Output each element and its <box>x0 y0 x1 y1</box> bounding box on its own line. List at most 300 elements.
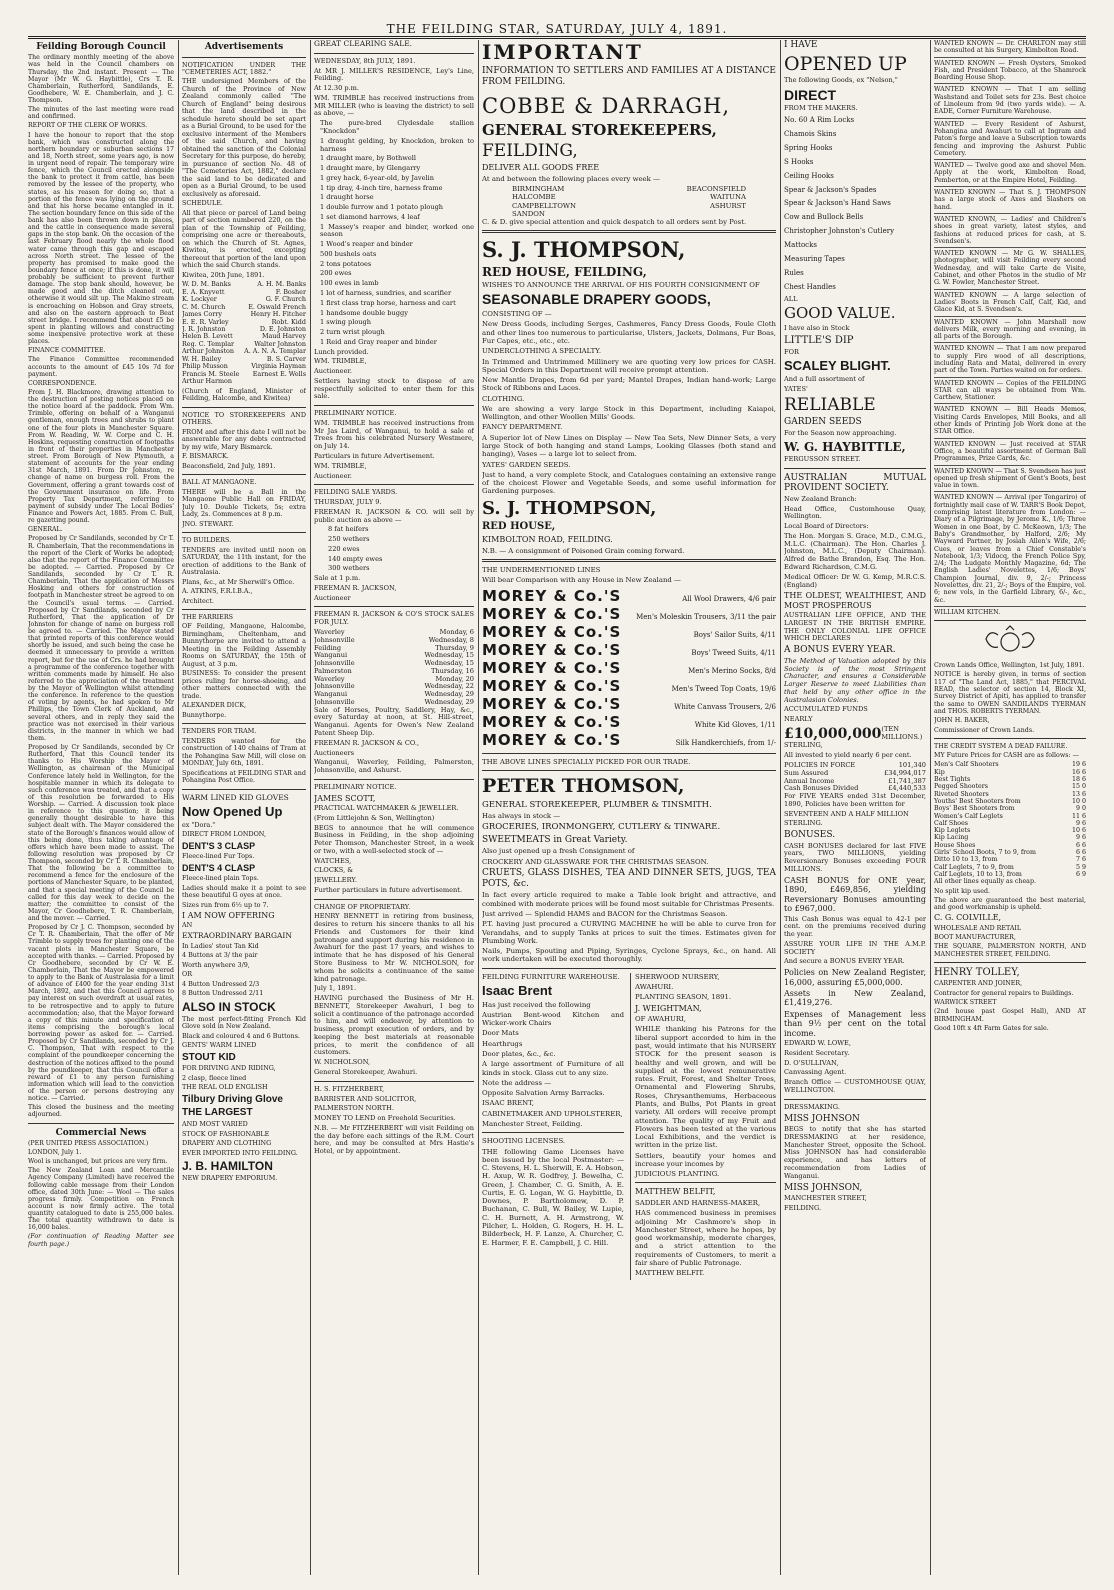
morey-brand: MOREY & Co.'S <box>482 712 622 731</box>
stock-of: STOCK OF FASHIONABLE <box>182 1129 270 1138</box>
morey-line: Boys' Tweed Suits, 4/11 <box>691 648 776 657</box>
council-paragraph: From J. H. Blackmore, drawing attention to the destruction of posting notices placed on the notice board at the paddock. From Wm. Trimble, offering on behalf of a Wanganui gentleman, enough trees and shrubs to plant one of the four plots in Manchester Square. From W. Reading, W. W. Corpe and C. H. Hoskins, requesting construction of footpaths in front of their properties in Manchester street. From Borough of New Plymouth, a statement of accounts for the year ending 31st March, 1891. From Dr Johnston, re change of name on burgess roll. From the Government, offering a grant towards cost of the Government insurance on life. From Property Tax Department, referring to payment of subsidy under The Local Bodies' Finance and Powers Act, 1885. From C. Bull, re gazetting pound. <box>28 388 174 525</box>
section-heading: CORRESPONDENCE. <box>28 379 97 387</box>
section-heading: REPORT OF THE CLERK OF WORKS. <box>28 122 148 130</box>
frj-place: Waverley <box>314 628 345 637</box>
watches: WATCHES, <box>314 856 352 865</box>
stout-kid: STOUT KID <box>182 1051 236 1063</box>
signature: Arthur Harmon <box>182 377 233 386</box>
wanted-notice: WANTED KNOWN — That S. Svendsen has just opened up fresh shipment of Gent's Boots, best value in town. <box>934 468 1086 493</box>
emporium: NEW DRAPERY EMPORIUM. <box>182 1174 278 1183</box>
council-paragraph: The ordinary monthly meeting of the above was held in the Council chambers on Thursday, the 2nd instant. Present — The Mayor (Mr W. G. Haybittle), Crs T. R. Chamberlain, Rutherford, Sandilands, E. Goodhebere, W. E. Chamberlain, and J. C. Thompson. <box>28 54 174 105</box>
sherwood: SHERWOOD NURSERY, <box>635 972 720 981</box>
deliver-free: DELIVER ALL GOODS FREE <box>482 163 600 173</box>
underclothing: UNDERCLOTHING A SPECIALTY. <box>482 347 602 356</box>
door-plates: Door plates, &c., &c. <box>482 1049 556 1058</box>
builders-signature-role: Architect. <box>182 596 214 605</box>
cruets: CRUETS, GLASS DISHES, TEA AND DINNER SETS, JUGS, TEA POTS, &c. <box>482 867 776 889</box>
goods-item: Rules <box>784 268 804 277</box>
wanted-list <box>934 40 1086 607</box>
column-sales <box>314 40 474 1570</box>
awahuri: AWAHURI. <box>635 982 674 991</box>
good-value: GOOD VALUE. <box>784 304 896 323</box>
morey-brand: MOREY & Co.'S <box>482 604 622 623</box>
section-heading: FINANCE COMMITTEE. <box>28 347 106 355</box>
sale-time: At 12.30 p.m. <box>314 84 360 93</box>
sale-item: 1 tip dray, 4-inch tire, harness frame <box>320 183 443 192</box>
sale-item: The pure-bred Clydesdale stallion "Knockdon" <box>320 119 474 135</box>
seasonable-drapery: SEASONABLE DRAPERY GOODS, <box>482 291 711 308</box>
farriers-title: THE FARRIERS <box>182 613 234 621</box>
signatory-name: Walter Johnston <box>254 339 306 348</box>
scott-name: JAMES SCOTT, <box>314 793 376 803</box>
price-label: Calf Shoes <box>934 819 969 827</box>
farriers-place: Bunnythorpe. <box>182 710 227 719</box>
policy-value: 101,340 <box>898 760 926 769</box>
general-storekeepers: GENERAL STOREKEEPERS, <box>482 120 717 139</box>
gates: Good 10ft x 4ft Farm Gates for sale. <box>934 1024 1049 1032</box>
fancy-heading: FANCY DEPARTMENT. <box>482 423 563 432</box>
fancy-body: A Superior lot of New Lines on Display — New Tea Sets, New Dinner Sets, a very large Stock of both hanging and stand Lamps, Looking Glasses (both stand and hanging), Vases — a large lot to select from. <box>482 433 776 459</box>
schedule-date: Kiwitea, 20th June, 1891. <box>182 270 265 279</box>
assets: Assets in New Zealand, £1,419,276. <box>784 989 926 1008</box>
morey-row <box>482 623 776 641</box>
frj-place: Palmerston <box>314 666 352 675</box>
column-council <box>28 40 174 1570</box>
price-label: House Shoes <box>934 841 976 849</box>
all-invested: All invested to yield nearly 6 per cent. <box>784 751 912 760</box>
isaac-brent-2: ISAAC BRENT, <box>482 1099 534 1108</box>
price-row <box>934 864 1086 871</box>
sale-item: 1 Reid and Gray reaper and binder <box>320 337 437 346</box>
morey-row <box>482 605 776 623</box>
opposite: Opposite Salvation Army Barracks. <box>482 1089 605 1098</box>
sale-location: At MR J. MILLER'S RESIDENCE, Ley's Line, Feilding. <box>314 66 474 83</box>
prelim-title: PRELIMINARY NOTICE. <box>314 409 397 418</box>
the-largest: THE LARGEST <box>182 1107 253 1119</box>
yards-time: Sale at 1 p.m. <box>314 574 361 583</box>
garden-seeds: GARDEN SEEDS <box>784 417 862 428</box>
miss-johnson: MISS JOHNSON <box>784 1113 860 1124</box>
yards-item: 300 wethers <box>328 564 370 573</box>
price-value: 15 0 <box>1071 783 1086 791</box>
wanted-notice: WANTED KNOWN — Arrival (per Tongariro) of fortnightly mail case of W. TARR'S Book Depot, comprising latest literature from London: — Diary of a Pilgrimage, by Jerome K., 1/6; Three Women in one Boat, by C. McKeown, 1/3; The Baby's Grandmother, by Halford, 2/6; My Wayward Partner, by Josiah Allen's Wife, 2/6; Cues, or leaves from a Chief Constable's Notebook, 1/3; Vidocq, the French Police Spy, 2/4; The Ludgate Monthly Magazine, 6d; The English Ladies' Novelettes, 1/6; Boys' Champion Journal, div. 9, 2/-; Princess Novelettes, div. 21, 2/-; Boys of the Empire, vol. 6; new vols, in the Garfield Library, 6/-, &c., &c. <box>934 494 1086 606</box>
from-makers: FROM THE MAKERS. <box>784 104 858 113</box>
ever-imported: EVER IMPORTED INTO FEILDING. <box>182 1148 298 1157</box>
places-row <box>512 210 746 218</box>
direct-from-london: DIRECT FROM LONDON, <box>182 830 267 839</box>
clothing-body: We are showing a very large Stock in this Department, including Kaiapoi, Wellington, and other Woollen Mills' Goods. <box>482 404 776 422</box>
belfit-body: HAS commenced business in premises adjoining Mr Cashmore's shop in Manchester Street, where he hopes, by good workmanship, moderate charges, and a strict attention to the requirements of Customers, to merit a fair share of Public Patronage. <box>635 1209 776 1268</box>
accumulated: ACCUMULATED FUNDS <box>784 705 868 714</box>
nz-register: Policies on New Zealand Register, 16,000, assuring £5,000,000. <box>784 968 926 987</box>
price-label: Boys' Best Shooters from <box>934 805 1015 813</box>
ten-million-note: (TEN MILLIONS.) <box>881 724 923 741</box>
frj-place: Johnsonville <box>314 697 355 706</box>
places-row <box>512 185 746 193</box>
signatory-name: F. Bosher <box>275 287 306 296</box>
bonuses: BONUSES. <box>784 830 836 841</box>
sale-signature: WM. TRIMBLE, <box>314 357 367 366</box>
dress-goods: New Dress Goods, including Serges, Cashmeres, Fancy Dress Goods, Foule Cloth and other lines too numerous to particularise, Ulsters, Jackets, Dolmans, Fur Boas, Fur Capes, etc., etc., etc. <box>482 320 776 345</box>
commercial-paragraph: The New Zealand Loan and Mercantile Agency Company (Limited) have received the following cable message from their London office, dated 30th June: — Wool — The sales progress firmly. Competition on French account is now firmly active. The total quantity catalogued to date is 255,000 bales. The total quantity withdrawn to date is 16,000 bales. <box>28 1167 174 1232</box>
schedule-body: All that piece or parcel of Land being part of section numbered 220, on the plan of the Township of Feilding, comprising one acre or thereabouts, on which the Church of St. Agnes, Kiwitea, is erected, excepting thereout that portion of the land upon which the said Church stands. <box>182 208 306 270</box>
scott-body: BEGS to announce that he will commence Business in Feilding, in the shop adjoining Peter Thomson, Manchester Street, in a week or two, with a well-selected stock of — <box>314 823 474 855</box>
hams: Just arrived — Splendid HAMS and BACON for the Christmas Season. <box>482 910 728 919</box>
nursery-ad <box>630 973 776 1280</box>
ladies-tan: In Ladies' stout Tan Kid <box>182 941 259 950</box>
undressed-8: 8 Button Undressed 2/11 <box>182 989 264 998</box>
price-value: 6 9 <box>1075 870 1086 878</box>
farriers-body: OF Feilding, Mangaone, Halcombe, Birmingham, Cheltenham, and Bunnythorpe are invited to attend a Meeting in the Feilding Assembly Rooms on SATURDAY, the 15th of August, at 3 p.m. <box>182 622 306 668</box>
goods-item: Spring Hooks <box>784 143 833 152</box>
boot-manufacturer: BOOT MANUFACTURER, <box>934 933 1016 941</box>
haybittle: W. G. HAYBITTLE, <box>784 439 906 454</box>
nails: Nails, Pumps, Spouting and Piping, Syringes, Cyclone Sprays, &c., on hand. All work undertaken will be executed thoroughly. <box>482 947 776 964</box>
signatory-name: Helen B. Levett <box>182 332 233 341</box>
goods-item: Chest Handles <box>784 282 836 291</box>
mantle-drapes: New Mantle Drapes, from 6d per yard; Mantel Drapes, Indian hand-work; Large Stock of Ribbons and Laces. <box>482 376 776 393</box>
price-row <box>934 849 1086 856</box>
signatory-name: K. Lockyer <box>182 295 217 304</box>
sale-item: 100 ewes in lamb <box>320 279 379 288</box>
frj-signature: FREEMAN R. JACKSON & CO., <box>314 738 420 747</box>
column-stores <box>482 40 776 1570</box>
change-title: CHANGE OF PROPRIETARY. <box>314 902 411 911</box>
wanted-notice: WANTED KNOWN, — Ladies' and Children's shoes in great variety, latest styles, and fashions at reduced prices for cash, at S. Svendsen's. <box>934 216 1086 248</box>
poisoned-grain: N.B. — A consignment of Poisoned Grain coming forward. <box>482 546 685 555</box>
morey-line: All Wool Drawers, 4/6 pair <box>682 594 776 603</box>
miss-body: BEGS to notify that she has started DRESSMAKING at her residence, Manchester Street, opposite the School. Miss JOHNSON has had considerable experience, and has letters of recommendation from Ladies of Wanganui. <box>784 1125 926 1180</box>
settlers-note: Settlers having stock to dispose of are respectfully solicited to enter them for this sale. <box>314 376 474 401</box>
place-name: BIRMINGHAM <box>512 185 565 194</box>
secure: And secure a BONUS EVERY YEAR. <box>784 957 905 966</box>
goods-item: Measuring Tapes <box>784 254 845 263</box>
wanted-notice: WANTED KNOWN — That I am selling Washstand and Toilet sets for 23s. Best choice of Linoleum from 9d (two yards wide). — A. EADE, Corner Furniture Warehouse. <box>934 86 1086 118</box>
price-label: Calf Leglets, 7 to 9, from <box>934 863 1014 871</box>
awahuri-2: OF AWAHURI, <box>635 1015 686 1024</box>
notice-signature: F. BISMARCK. <box>182 452 229 461</box>
wanted-notice: WANTED KNOWN — John Marshall now delivers Milk, every morning and evening, in all parts of the Borough. <box>934 319 1086 344</box>
sterling: STERLING, <box>784 741 823 750</box>
and-full: And a full assortment of <box>784 374 865 383</box>
builders-signature: A. ATKINS, F.R.I.B.A., <box>182 587 253 596</box>
yards-signature: FREEMAN R. JACKSON, <box>314 583 397 592</box>
head-office: Head Office, Customhouse Quay, Wellington. <box>784 504 926 521</box>
builders-body: TENDERS are invited until noon on SATURDAY, the 11th instant, for the erection of additions to the Bank of Australasia. <box>182 545 306 577</box>
sale-item-list <box>314 120 474 346</box>
column-divider <box>780 40 781 1575</box>
frj-day: Wednesday, 8 <box>428 635 474 644</box>
contractor: Contractor for general repairs to Buildings. <box>934 989 1074 997</box>
frj-day: Thursday, 16 <box>430 666 474 675</box>
has-always: Has always in stock — <box>482 812 561 821</box>
cash-bonuses: CASH BONUSES declared for last FIVE years, TWO MILLIONS, yielding Reversionary Bonuses exceeding FOUR MILLIONS. <box>784 841 926 874</box>
morey-brand: MOREY & Co.'S <box>482 586 622 605</box>
signatory-name: B. S. Carver <box>266 354 306 363</box>
council-paragraph: The minutes of the last meeting were read and confirmed. <box>28 106 174 121</box>
opened-up: OPENED UP <box>784 52 907 75</box>
price-value: 10 6 <box>1071 827 1086 835</box>
red-house-2: RED HOUSE, <box>482 521 556 533</box>
morey-line: White Kid Gloves, 1/11 <box>694 720 776 729</box>
littles-dip: LITTLE'S DIP <box>784 334 854 346</box>
seventeen: SEVENTEEN AND A HALF MILLION <box>784 809 909 818</box>
morey-line: Silk Handkerchiefs, from 1/- <box>675 738 776 747</box>
nz-branch: New Zealand Branch: <box>784 494 857 503</box>
isaac-brent: Isaac Brent <box>482 982 553 998</box>
price-row <box>934 769 1086 776</box>
cash-bonus-one: CASH BONUS for ONE year, 1890, £469,856, yielding Reversionary Bonuses amounting to £967,000. <box>784 875 926 914</box>
yards-title: FEILDING SALE YARDS. <box>314 488 398 497</box>
signatory-name: A. A. N. A. Templar <box>244 347 306 356</box>
baker: JOHN H. BAKER, <box>934 717 990 725</box>
sale-item: 2 turn wrist plough <box>320 328 385 337</box>
planting-season: PLANTING SEASON, 1891. <box>635 993 732 1002</box>
frj-places: Wanganui, Waverley, Feilding, Palmerston, Johnsonville, and Ashurst. <box>314 758 474 775</box>
tolley: HENRY TOLLEY, <box>934 966 1020 978</box>
branch-office: Branch Office — CUSTOMHOUSE QUAY, WELLINGTON. <box>784 1078 926 1095</box>
signatory-name: A. H. M. Banks <box>257 280 306 289</box>
undermentioned: THE UNDERMENTIONED LINES <box>482 566 601 575</box>
signature-note: (Church of England, Minister of Feilding, Halcombe, and Kiwitea) <box>182 386 306 403</box>
medical-officer: Medical Officer: Dr W. G. Kemp, M.R.C.S. (England) <box>784 572 926 589</box>
sj-thompson: S. J. THOMPSON, <box>482 237 686 263</box>
masthead: THE FEILDING STAR, SATURDAY, JULY 4, 1891. <box>386 22 728 36</box>
price-label: Kip Lacing <box>934 834 969 842</box>
amp-title: AUSTRALIAN MUTUAL PROVIDENT SOCIETY. <box>784 472 926 494</box>
policy-label: Annual Income <box>784 776 835 785</box>
price-value: 9 0 <box>1075 805 1086 813</box>
bentwood: Austrian Bent-wood Kitchen and Wicker-work Chairs <box>482 1010 624 1028</box>
signatory-name: J. R. Johnston <box>182 324 226 333</box>
signatory-list <box>182 281 306 378</box>
drapery-clothing: DRAPERY AND CLOTHING <box>182 1139 272 1148</box>
price-row <box>934 805 1086 812</box>
signatory-name: W. D. M. Banks <box>182 280 231 289</box>
price-row <box>934 827 1086 834</box>
council-paragraph: The Finance Committee recommended accounts to the amount of £45 10s 7d for payment. <box>28 356 174 378</box>
oldest: THE OLDEST, WEALTHIEST, AND MOST PROSPEROUS <box>784 591 926 610</box>
price-label: Ditto 10 to 13, from <box>934 856 998 864</box>
tram-spec: Specifications at FEILDING STAR and Pohangina Post Office. <box>182 768 306 785</box>
peter-sub: GENERAL STOREKEEPER, PLUMBER & TINSMITH. <box>482 799 712 810</box>
prelim-signature-role: Auctioneer. <box>314 471 353 480</box>
kid-gloves-heading: WARM LINED KID GLOVES <box>182 792 289 802</box>
price-value: 6 6 <box>1075 849 1086 857</box>
sale-item: 2 tons potatoes <box>320 259 372 268</box>
kimbolton-road: KIMBOLTON ROAD, FEILDING. <box>482 535 613 545</box>
cabinetmaker: CABINETMAKER AND UPHOLSTERER, <box>482 1109 623 1118</box>
signatory-name: D. E. Johnston <box>259 324 306 333</box>
yards-item: 220 ewes <box>328 544 360 553</box>
frj-place: Feilding <box>314 643 342 652</box>
now-opened-heading: Now Opened Up <box>182 804 283 820</box>
yards-date: THURSDAY, JULY 9. <box>314 498 382 507</box>
notice-date: Beaconsfield, 2nd July, 1891. <box>182 461 276 470</box>
signatory-name: Reg. C. Templar <box>182 339 235 348</box>
guarantee: The above are guaranteed the best material, and good workmanship is upheld. <box>934 896 1086 912</box>
frj-place: Wanganui <box>314 651 348 660</box>
morey-row <box>482 677 776 695</box>
lowe-role: Resident Secretary. <box>784 1048 850 1057</box>
price-value: 6 6 <box>1075 841 1086 849</box>
price-list <box>934 761 1086 878</box>
sale-title: GREAT CLEARING SALE. <box>314 40 413 48</box>
ten-million: £10,000,000 <box>784 725 882 742</box>
shooting-body: THE following Game Licenses have been issued by the local Postmaster: — C. Stevens, H. L. Sherwill, E. A. Hobson, H. Axup, W. R. Godfrey, J. Bewelha, C. Green, J. Chamber, C. G. Smith, A. E. Curtis, E. G. Logan, W. G. Haybittle, D. Downes, P. Bartholomew, D. P. Buchanan, C. Bull, W. Bailey, W. Lupie, C. H. Burnett, A. H. Armstrong, W. Pilcher, L. Holden, G. Rogers, H. H. L. Bilderbeck, H. F. Lanze, A. Churcher, C. E. Harmer, F. E. Campbell, J. C. Hill. <box>482 1147 624 1247</box>
morey-row <box>482 731 776 749</box>
sizes: Sizes run from 6½ up to 7. <box>182 900 269 909</box>
column-advertisements <box>182 40 306 1570</box>
advertisements-title: Advertisements <box>204 42 284 52</box>
council-paragraph: Proposed by Cr J. C. Thompson, seconded by Cr T. R. Chamberlain, That the offer of Mr Trimble to supply trees for planting one of the vacant plots in Manchester Square, be accepted with thanks. — Carried. Proposed by Cr Goodhebere, seconded by Cr W. E. Chamberlain, That the Mayor be empowered to apply to the Bank of Australasia for a limit of advance of £400 for the year ending 31st March, 1892, and that this Council agrees to pay interest on such overdraft at usual rates, to be retrospective and to apply to future accommodation; also, that the Mayor forward a copy of this minute and specification of items comprising the borough's local borrowing power as asked for. — Carried. Proposed by Cr Sandilands, seconded by Cr J. C. Thompson, That with respect to the complaint of the poundkeeper concerning the destruction of the notices affixed to the pound by the poundkeeper, that this Council offer a reward of £1 to any person furnishing information which will lead to the conviction of the person or persons destroying any notice. — Carried. <box>28 924 174 1103</box>
address-note: Note the address — <box>482 1078 552 1087</box>
morey-brand: MOREY & Co.'S <box>482 694 622 713</box>
column-haybittle <box>784 40 926 1570</box>
continuation-note: (For continuation of Reading Matter see fourth page.) <box>28 1233 174 1248</box>
change-signature-role: General Storekeeper, Awahuri. <box>314 1067 418 1076</box>
ball-body: THERE will be a Ball in the Mangaone Public Hall on FRIDAY, July 10. Double Tickets, 5s; extra Lady, 2s. Commences at 8 p.m. <box>182 487 306 519</box>
schedule-heading: SCHEDULE. <box>182 199 223 208</box>
goods-item: S Hooks <box>784 157 814 166</box>
also-just: Also just opened up a fresh Consignment of <box>482 847 635 856</box>
morey-brand: MOREY & Co.'S <box>482 640 622 659</box>
warwick-2: (2nd house past Gospel Hall), AND AT BIRMINGHAM. <box>934 1008 1086 1023</box>
tram-title: TENDERS FOR TRAM. <box>182 727 257 736</box>
price-row <box>934 761 1086 768</box>
buttons-4: 4 Buttons at 3/ the pair <box>182 951 258 960</box>
fergusson: FERGUSSON STREET. <box>784 454 861 463</box>
i-have: I HAVE <box>784 40 818 50</box>
yards-item-list <box>314 526 474 573</box>
builders-plans: Plans, &c., at Mr Sherwill's Office. <box>182 577 295 586</box>
signatory-name: Maud Harvey <box>261 332 306 341</box>
fitz-place: PALMERSTON NORTH. <box>314 1104 394 1113</box>
sale-body: WM. TRIMBLE has received instructions from MR MILLER (who is leaving the district) to sell as above, — <box>314 93 474 118</box>
places-list <box>482 185 776 218</box>
furniture-title: FEILDING FURNITURE WAREHOUSE. <box>482 972 620 981</box>
sale-item: 1 swing plough <box>320 318 372 327</box>
commercial-title: Commercial News <box>55 1127 147 1138</box>
hamilton: J. B. HAMILTON <box>182 1159 273 1174</box>
notice-title: NOTICE TO STOREKEEPERS AND OTHERS. <box>182 410 306 427</box>
wanted-notice: WANTED KNOWN — Dr. CHARLTON may still be consulted at his Surgery, Kimbolton Road. <box>934 40 1086 58</box>
signatory-name: Arthur Johnston <box>182 347 235 356</box>
largest-life: AUSTRALIAN LIFE OFFICE, AND THE LARGEST IN THE BRITISH EMPIRE. THE ONLY COLONIAL LIFE OFFICE WHICH DECLARES <box>784 611 926 643</box>
price-label: Girls' School Boots, 7 to 9, from <box>934 849 1036 857</box>
crown-date: Crown Lands Office, Wellington, 1st July, 1891. <box>934 662 1085 670</box>
scott-sub: PRACTICAL WATCHMAKER & JEWELLER. <box>314 804 459 812</box>
policy-label: Cash Bonuses Divided <box>784 784 859 793</box>
dents-4-clasp: DENT'S 4 CLASP <box>182 862 256 873</box>
most-perfect: The most perfect-fitting French Kid Glove sold in New Zealand. <box>182 1014 306 1031</box>
square: THE SQUARE, PALMERSTON NORTH, AND MANCHESTER STREET, FEILDING. <box>934 943 1086 958</box>
scott-from: (From Littlejohn & Son, Wellington) <box>314 813 435 822</box>
miss-street: MANCHESTER STREET, <box>784 1194 867 1203</box>
frj-place: Johnsonville <box>314 635 355 644</box>
morey-brand: MOREY & Co.'S <box>482 658 622 677</box>
sj-thompson-2: S. J. THOMPSON, <box>482 497 657 519</box>
for-season: For the Season now approaching. <box>784 428 897 437</box>
kitchen-signature: WILLIAM KITCHEN. <box>934 608 1001 616</box>
column-divider <box>310 40 311 1575</box>
expenses: Expenses of Management less than 9½ per cent on the total income. <box>784 1009 926 1038</box>
in-fact: In fact every article required to make a Table look bright and attractive, and combined with moderate prices will be found most suitable for Christmas Presents. <box>482 891 776 908</box>
ex-dora: ex "Dora." <box>182 820 216 829</box>
for-driving: FOR DRIVING AND RIDING, <box>182 1064 276 1073</box>
morey-row <box>482 659 776 677</box>
seeds-body: Just to hand, a very complete Stock, and Catalogues containing an extensive range of the choicest Flower and Vegetable Seeds, and some useful information for Gardening purposes. <box>482 470 776 496</box>
ball-title: BALL AT MANGAONE. <box>182 478 257 487</box>
credit-title: THE CREDIT SYSTEM A DEAD FAILURE. <box>934 742 1068 750</box>
goods-list <box>784 115 926 294</box>
frj-place: Johnsonville <box>314 659 355 668</box>
nursery-body: WHILE thanking his Patrons for the liberal support accorded to him in the past, would intimate that his NURSERY STOCK for the present season is healthy and well grown, and will be supplied at the lowest remunerative rates. Fruit, Forest, and Shelter Trees, Ornamental and Flowering Shrubs, Roses, Chrysanthemums, Herbaceous Plants, and Bulbs, Pot Plants in great variety. All orders will receive prompt attention. The quality of my Fruit and Flowers has been tested at the various Local Exhibitions, and the verdict is written in the prize list. <box>635 1025 776 1150</box>
signatory-name: James Corry <box>182 310 222 319</box>
all: ALL <box>784 294 798 303</box>
price-row <box>934 871 1086 878</box>
morey-list <box>482 587 776 749</box>
assure: ASSURE YOUR LIFE IN THE A.M.P. SOCIETY <box>784 939 926 956</box>
crest-icon <box>934 625 1086 662</box>
prelim2-title: PRELIMINARY NOTICE. <box>314 782 397 791</box>
sale-item: 1 handsome double buggy <box>320 308 408 317</box>
peter-thomson: PETER THOMSON, <box>482 775 685 798</box>
sale-item: 500 bushels oats <box>320 249 377 258</box>
wanted-notice: WANTED KNOWN — A large selection of Ladies' Boots in French Calf, Calf, Kid, and Glace Kid, at S. Svendsen's. <box>934 292 1086 317</box>
change-body: HENRY BENNETT in retiring from business, desires to return his sincere thanks to all his Friends and Customers for their kind patronage and support during his residence in Awahuri for the past 17 years, and wishes to intimate that he has disposed of his General Store Business to Mr W. NICHOLSON, for whom he solicits a continuance of the same kind patronage. <box>314 912 474 983</box>
morey-brand: MOREY & Co.'S <box>482 676 622 695</box>
baker-role: Commissioner of Crown Lands. <box>934 726 1035 734</box>
red-house: RED HOUSE, FEILDING, <box>482 264 647 279</box>
most-varied: AND MOST VARIED <box>182 1120 248 1129</box>
signatory-name: Philip Musson <box>182 362 228 371</box>
undressed-4: 4 Button Undressed 2/3 <box>182 979 260 988</box>
price-row <box>934 820 1086 827</box>
builders-title: TO BUILDERS. <box>182 536 232 545</box>
farriers-business: BUSINESS: To consider the present prices ruling for horse-shoeing, and other matters connected with the trade. <box>182 669 306 700</box>
dents-3-sub: Fleece-lined Fur Tops. <box>182 852 255 861</box>
price-label: Kip Leglets <box>934 827 971 835</box>
groceries: GROCERIES, IRONMONGERY, CUTLERY & TINWARE. <box>482 822 721 833</box>
morey-line: White Canvass Trousers, 2/6 <box>674 702 776 711</box>
miss-signature: MISS JOHNSON, <box>784 1182 863 1193</box>
place-name: BEACONSFIELD <box>686 185 746 194</box>
yards-item: 250 wethers <box>328 535 370 544</box>
clasp: 2 clasp, fleece lined <box>182 1073 247 1082</box>
wanted-notice: WANTED KNOWN — That I am now prepared to supply Fire wood of all descriptions, including Rata and Matai, delivered in every part of the Town. Parties waited on for orders. <box>934 345 1086 377</box>
cash-note: This Cash Bonus was equal to 42-1 per cent. on the premiums received during the year. <box>784 914 926 939</box>
judicious: JUDICIOUS PLANTING. <box>635 1170 720 1179</box>
goods-item: Christopher Johnston's Cutlery <box>784 227 895 236</box>
real-old-english: THE REAL OLD ENGLISH <box>182 1083 268 1092</box>
price-label: Kip <box>934 768 945 776</box>
goods-item: Ceiling Hooks <box>784 171 834 180</box>
frj-day: Wednesday, 22 <box>424 682 474 691</box>
direct: DIRECT <box>784 86 837 103</box>
yates: YATES' <box>784 384 808 393</box>
saddler: SADDLER AND HARNESS-MAKER, <box>635 1199 761 1208</box>
price-label: Calf Leglets, 10 to 13, from <box>934 870 1022 878</box>
commercial-source: (PER UNITED PRESS ASSOCIATION.) <box>28 1139 149 1147</box>
hearthrugs: Hearthrugs <box>482 1039 523 1048</box>
morey-row <box>482 713 776 731</box>
price-label: Best Tights <box>934 776 971 784</box>
place-name: HALCOMBE <box>512 193 556 202</box>
tolley-role: CARPENTER AND JOINER, <box>934 980 1023 988</box>
scott-further: Further particulars in future advertisement. <box>314 885 463 894</box>
